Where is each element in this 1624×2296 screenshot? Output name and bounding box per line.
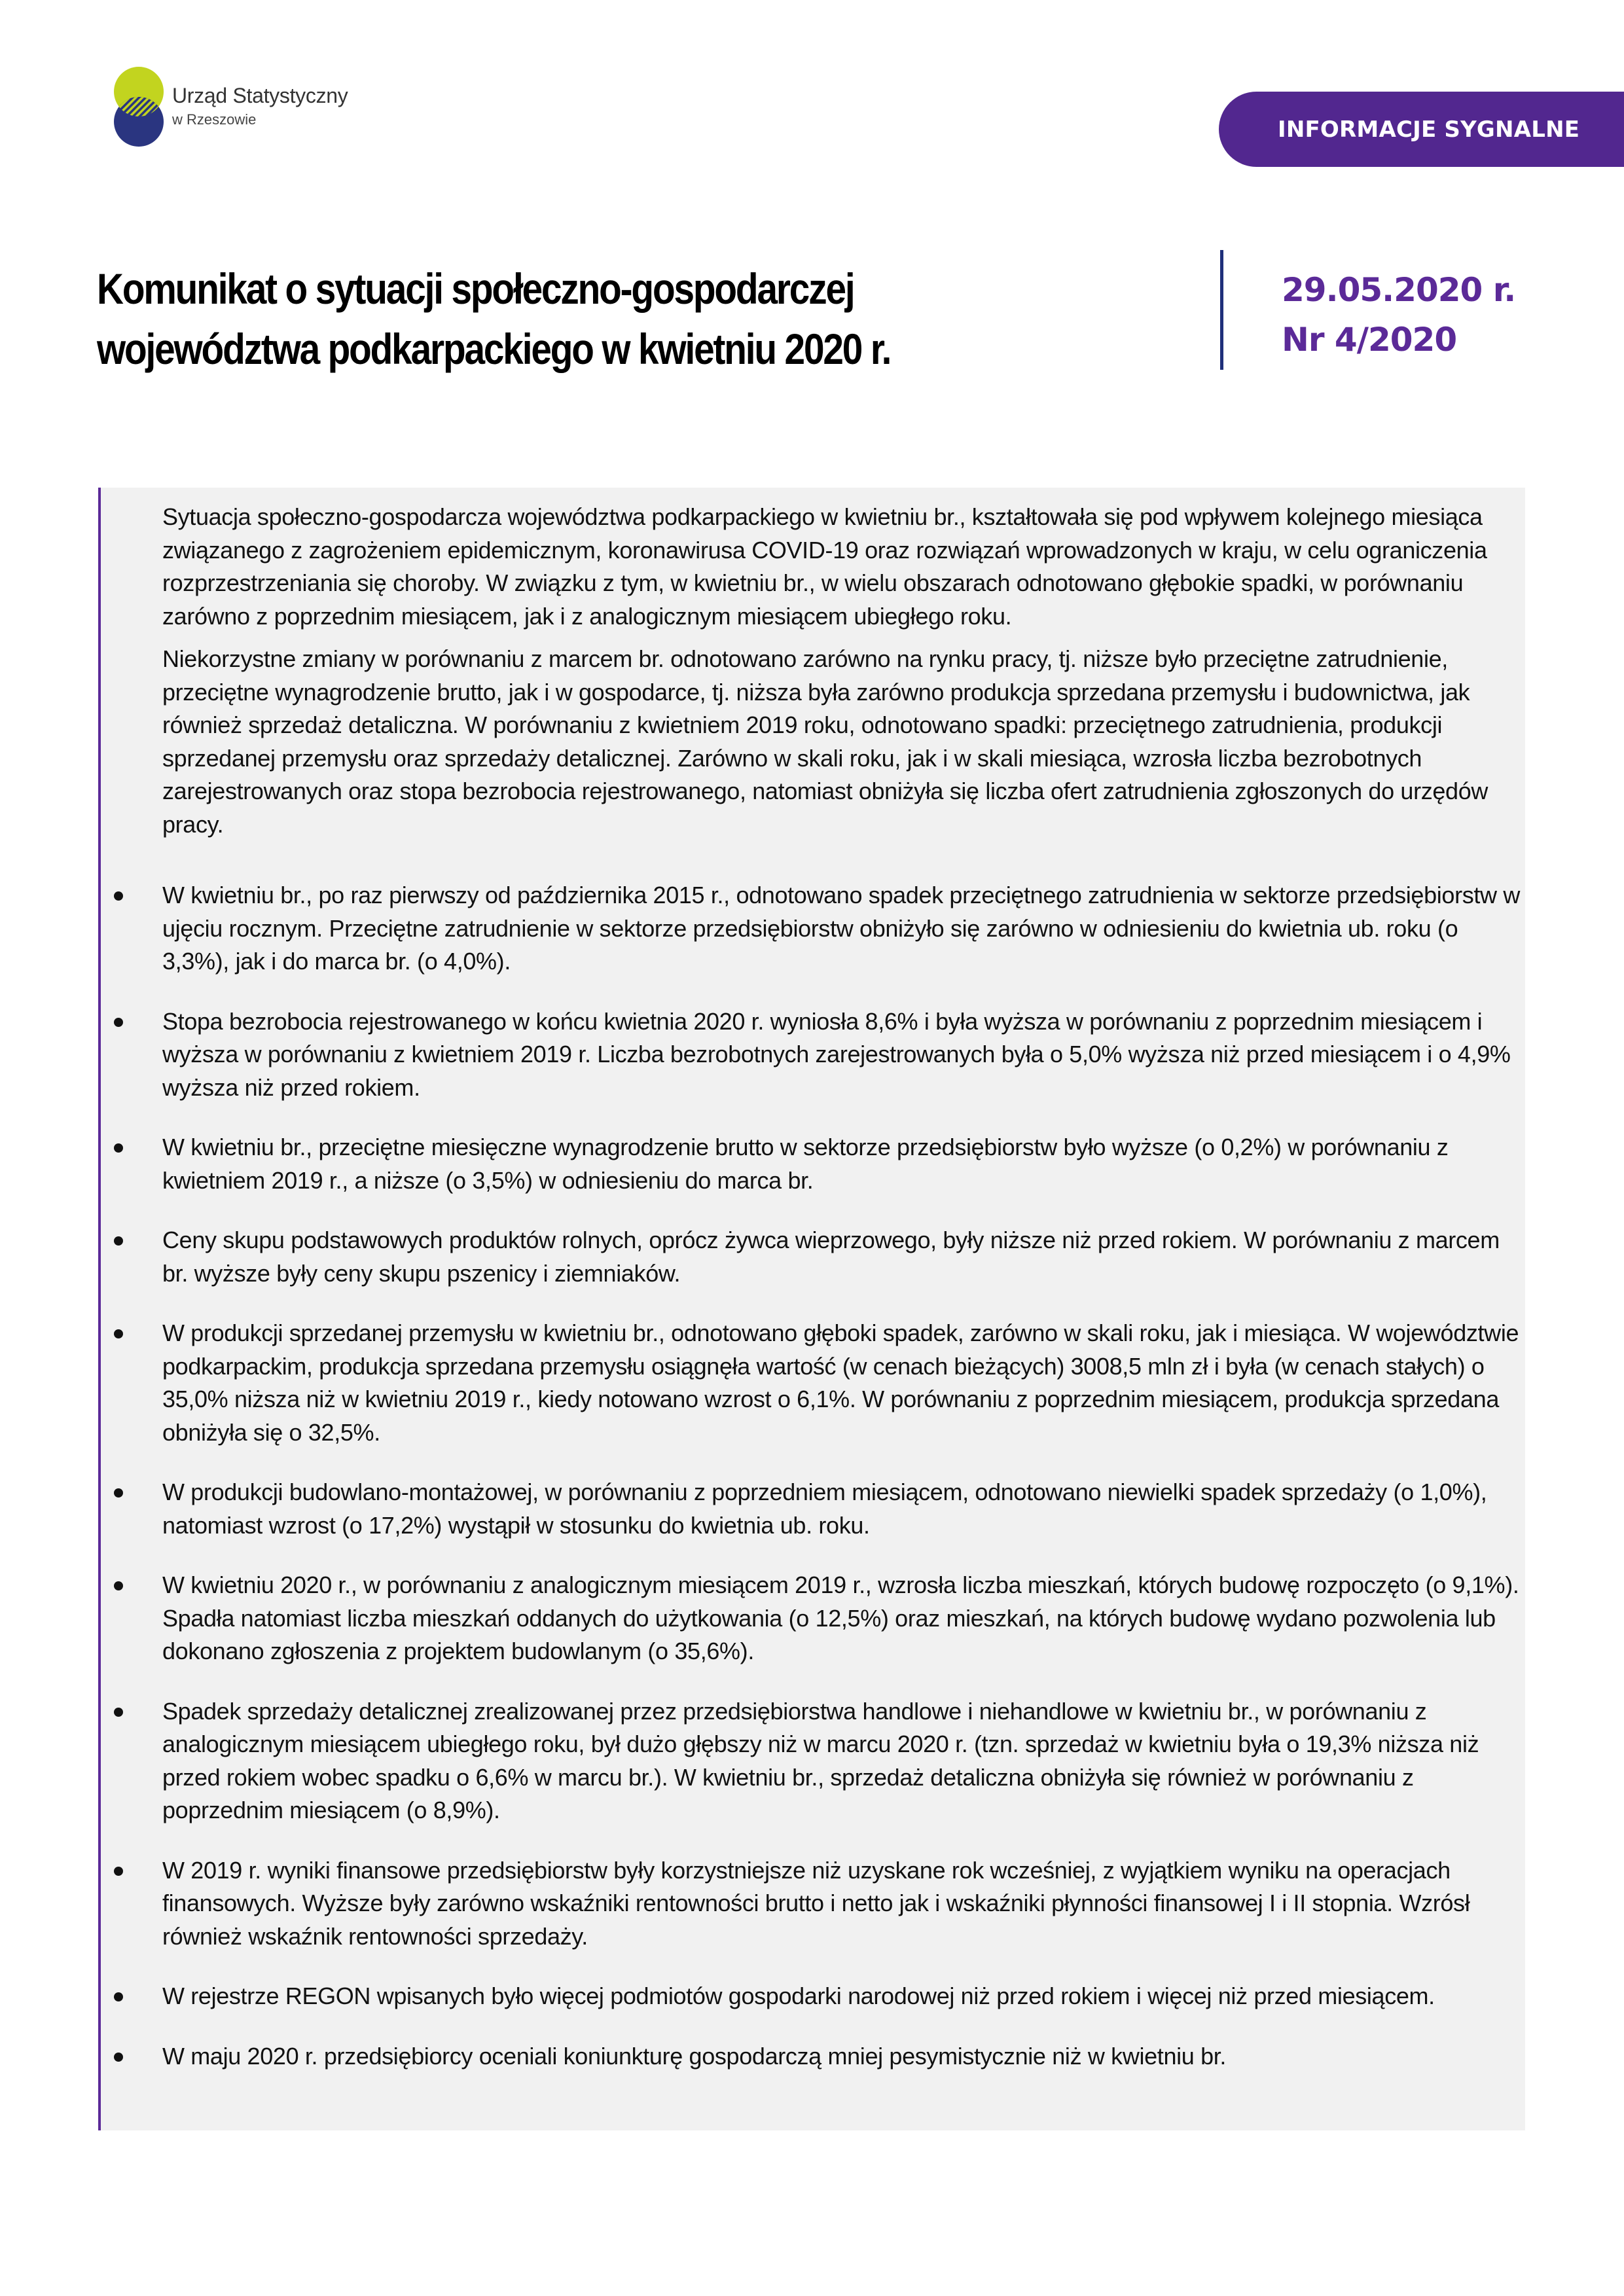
list-item-text: W maju 2020 r. przedsiębiorcy oceniali koniunkturę gospodarczą mniej pesymistycznie niż w kwietniu br. (162, 2042, 1227, 2070)
list-item-text: Stopa bezrobocia rejestrowanego w końcu kwietnia 2020 r. wyniosła 8,6% i była wyższa w porównaniu z poprzednim miesiącem i wyższa w porównaniu z kwietniem 2019 r. Liczba bezrobotnych zarejestrowanych była o 5,0% wyższa niż przed miesiącem i o 4,9% wyższa niż przed rokiem. (162, 1007, 1511, 1101)
list-item-text: W kwietniu br., przeciętne miesięczne wynagrodzenie brutto w sektorze przedsiębiorstw było wyższe (o 0,2%) w porównaniu z kwietniem 2019 r., a niższe (o 3,5%) w odniesieniu do marca br. (162, 1134, 1449, 1194)
list-item (162, 1224, 1521, 1290)
bullet-icon (114, 1581, 123, 1590)
bullet-icon (114, 2053, 123, 2062)
bullet-icon (114, 1329, 123, 1338)
issue-date: 29.05.2020 r. (1282, 271, 1516, 309)
list-item-text: W kwietniu 2020 r., w porównaniu z analogicznym miesiącem 2019 r., wzrosła liczba mieszkań, których budowę rozpoczęto (o 9,1%). Spadła natomiast liczba mieszkań oddanych do użytkowania (o 12,5%) oraz mieszkań, na których budowę wydano pozwolenia lub dokonano zgłoszenia z projektem budowlanym (o 35,6%). (162, 1571, 1519, 1664)
list-item-text: W kwietniu br., po raz pierwszy od października 2015 r., odnotowano spadek przeciętnego zatrudnienia w sektorze przedsiębiorstw w ujęciu rocznym. Przeciętne zatrudnienie w sektorze przedsiębiorstw obniżyło się zarówno w odniesieniu do kwietnia ub. roku (o 3,3%), jak i do marca br. (o 4,0%). (162, 882, 1520, 975)
logo (108, 65, 383, 151)
list-item (162, 1131, 1521, 1197)
category-tag-label: INFORMACJE SYGNALNE (1278, 116, 1580, 143)
list-item (162, 1476, 1521, 1542)
page-title (97, 259, 1043, 379)
summary-content (162, 501, 1521, 2100)
logo-circles-icon (108, 65, 170, 151)
list-item-text: Spadek sprzedaży detalicznej zrealizowanej przez przedsiębiorstwa handlowe i niehandlowe w kwietniu br., w porównaniu z analogicznym miesiącem ubiegłego roku, był dużo głębszy niż w marcu 2020 r. (tzn. sprzedaż w kwietniu była o 19,3% niższa niż przed rokiem wobec spadku o 6,6% w marcu br.). W kwietniu br., sprzedaż detaliczna obniżyła się również w porównaniu z poprzednim miesiącem (o 8,9%). (162, 1697, 1479, 1823)
category-tag (1219, 92, 1624, 167)
list-item-text: W produkcji budowlano-montażowej, w porównaniu z poprzedniem miesiącem, odnotowano niewielki spadek sprzedaży (o 1,0%), natomiast wzrost (o 17,2%) wystąpił w stosunku do kwietnia ub. roku. (162, 1479, 1487, 1539)
issue-number: Nr 4/2020 (1282, 321, 1457, 359)
list-item (162, 1005, 1521, 1105)
list-item-text: W rejestrze REGON wpisanych było więcej podmiotów gospodarki narodowej niż przed rokiem i więcej niż przed miesiącem. (162, 1982, 1435, 2009)
list-item (162, 2040, 1521, 2073)
bullet-icon (114, 1018, 123, 1027)
list-item-text: W 2019 r. wyniki finansowe przedsiębiorstw były korzystniejsze niż uzyskane rok wcześniej, z wyjątkiem wyniku na operacjach finansowych. Wyższe były zarówno wskaźniki rentowności brutto i netto jak i wskaźniki płynności finansowej I i II stopnia. Wzrósł również wskaźnik rentowności sprzedaży. (162, 1856, 1470, 1950)
list-item (162, 1854, 1521, 1954)
title-line: Komunikat o sytuacji społeczno-gospodarczej (97, 264, 854, 313)
bullet-icon (114, 1143, 123, 1153)
highlights-list (162, 879, 1521, 2073)
bullet-icon (114, 1708, 123, 1717)
title-line: województwa podkarpackiego w kwietniu 2020 r. (97, 325, 891, 373)
bullet-icon (114, 1236, 123, 1246)
list-item (162, 879, 1521, 978)
logo-subtitle: w Rzeszowie (172, 111, 257, 128)
bullet-icon (114, 1992, 123, 2001)
list-item (162, 1569, 1521, 1668)
bullet-icon (114, 1867, 123, 1876)
header-divider (1220, 250, 1223, 370)
list-item (162, 1317, 1521, 1449)
logo-title: Urząd Statystyczny (172, 84, 348, 107)
intro-paragraph: Niekorzystne zmiany w porównaniu z marcem br. odnotowano zarówno na rynku pracy, tj. niższe było przeciętne zatrudnienie, przeciętne wynagrodzenie brutto, jak i w gospodarce, tj. niższa była zarówno produkcja sprzedana przemysłu i budownictwa, jak również sprzedaż detaliczna. W porównaniu z kwietniem 2019 roku, odnotowano spadki: przeciętnego zatrudnienia, produkcji sprzedanej przemysłu oraz sprzedaży detalicznej. Zarówno w skali roku, jak i w skali miesiąca, wzrosła liczba bezrobotnych zarejestrowanych oraz stopa bezrobocia rejestrowanego, natomiast obniżyła się liczba ofert zatrudnienia zgłoszonych do urzędów pracy. (162, 645, 1489, 838)
bullet-icon (114, 1488, 123, 1498)
intro-paragraph: Sytuacja społeczno-gospodarcza województwa podkarpackiego w kwietniu br., kształtowała się pod wpływem kolejnego miesiąca związanego z zagrożeniem epidemicznym, koronawirusa COVID-19 oraz rozwiązań wprowadzonych w kraju, w celu ograniczenia rozprzestrzeniania się choroby. W związku z tym, w kwietniu br., w wielu obszarach odnotowano głębokie spadki, w porównaniu zarówno z poprzednim miesiącem, jak i z analogicznym miesiącem ubiegłego roku. (162, 503, 1487, 630)
bullet-icon (114, 891, 123, 901)
list-item (162, 1980, 1521, 2013)
list-item (162, 1695, 1521, 1827)
list-item-text: Ceny skupu podstawowych produktów rolnych, oprócz żywca wieprzowego, były niższe niż przed rokiem. W porównaniu z marcem br. wyższe były ceny skupu pszenicy i ziemniaków. (162, 1227, 1500, 1287)
issue-info (1282, 265, 1515, 365)
list-item-text: W produkcji sprzedanej przemysłu w kwietniu br., odnotowano głęboki spadek, zarówno w skali roku, jak i miesiąca. W województwie podkarpackim, produkcja sprzedana przemysłu osiągnęła wartość (w cenach bieżących) 3008,5 mln zł i była (w cenach stałych) o 35,0% niższa niż w kwietniu 2019 r., kiedy notowano wzrost o 6,1%. W porównaniu z poprzednim miesiącem, produkcja sprzedana obniżyła się o 32,5%. (162, 1319, 1519, 1446)
